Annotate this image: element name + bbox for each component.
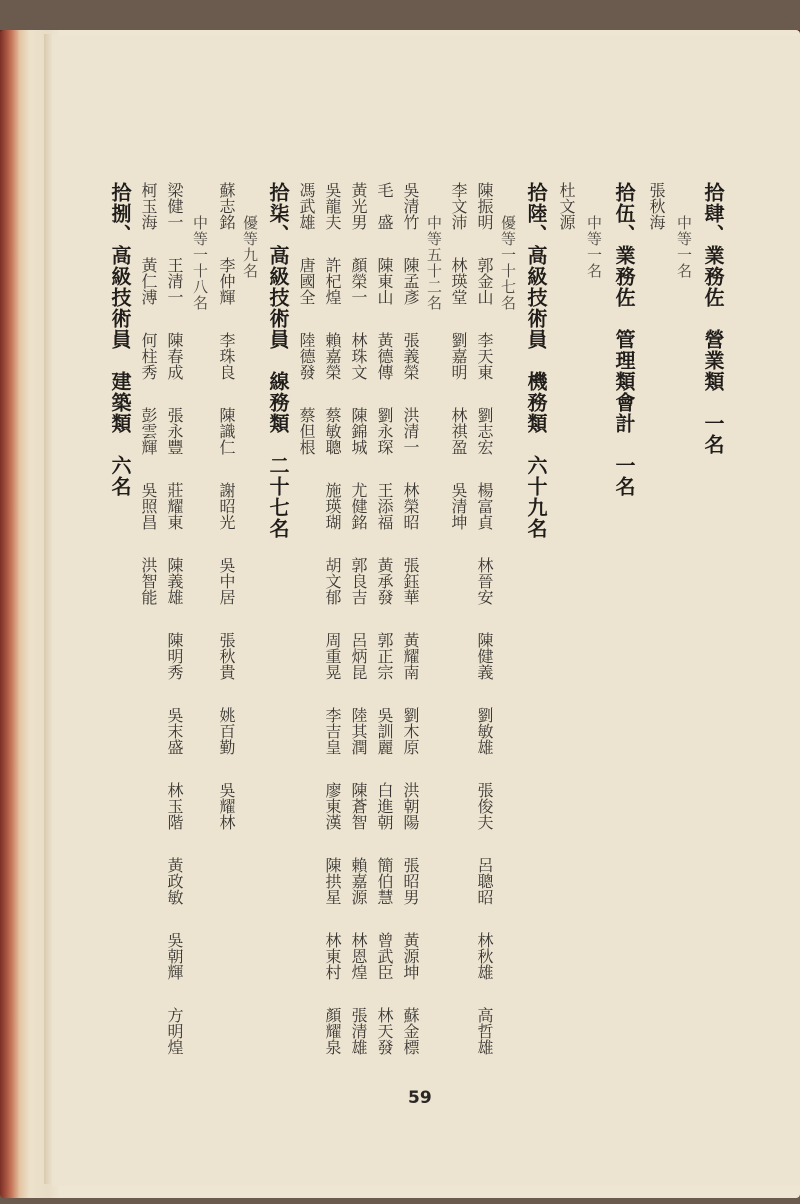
section-heading-15: 拾伍、業務佐 管理類會計 一名: [612, 182, 636, 497]
name: 蘇志銘: [217, 182, 236, 230]
name: 馮武雄: [297, 182, 316, 230]
name: 王清一: [165, 257, 184, 305]
name-column: [648, 182, 664, 257]
name: 黃政敏: [165, 857, 184, 905]
name: 唐國全: [297, 257, 316, 305]
name: 梁健一: [165, 182, 184, 230]
name: 洪智能: [139, 557, 158, 605]
name: 王添福: [375, 482, 394, 530]
name: 曾武臣: [375, 932, 394, 980]
name-column: [558, 182, 574, 257]
name: 杜文源: [557, 182, 576, 230]
name: 林榮昭: [401, 482, 420, 530]
name-column: [166, 182, 182, 1082]
name: 陳義雄: [165, 557, 184, 605]
name: 林東村: [323, 932, 342, 980]
name: 賴嘉源: [349, 857, 368, 905]
name-column: [140, 182, 156, 632]
name: 吳耀林: [217, 782, 236, 830]
name: 陳東山: [375, 257, 394, 305]
name: 黃德傳: [375, 332, 394, 380]
section-heading-14: 拾肆、業務佐 營業類 一名: [701, 182, 725, 455]
name: 張俊夫: [475, 782, 494, 830]
name: 林秋雄: [475, 932, 494, 980]
name: 劉志宏: [475, 407, 494, 455]
name: 李天東: [475, 332, 494, 380]
name: 洪清一: [401, 407, 420, 455]
name: 吳清坤: [449, 482, 468, 530]
name-column: [476, 182, 492, 1082]
section-sub-17: 優等九名: [241, 215, 259, 279]
name: 陳錦城: [349, 407, 368, 455]
name: 許杞煌: [323, 257, 342, 305]
name: 張義榮: [401, 332, 420, 380]
name: 張清雄: [349, 1007, 368, 1055]
name: 陳蒼智: [349, 782, 368, 830]
name: 張秋海: [647, 182, 666, 230]
name: 尤健銘: [349, 482, 368, 530]
name: 何柱秀: [139, 332, 158, 380]
section-heading-17: 拾柒、高級技術員 線務類 二十七名: [266, 182, 290, 539]
section-sub-15: 中等一名: [585, 215, 603, 279]
name-column: [376, 182, 392, 1082]
section-sub-16: 優等一十七名: [499, 215, 517, 311]
name: 姚百勤: [217, 707, 236, 755]
name: 吳龍夫: [323, 182, 342, 230]
name: 謝昭光: [217, 482, 236, 530]
name: 黃仁溥: [139, 257, 158, 305]
name: 林天發: [375, 1007, 394, 1055]
name-column: [402, 182, 418, 1082]
name: 林恩煌: [349, 932, 368, 980]
name: 白進朝: [375, 782, 394, 830]
name: 黃耀南: [401, 632, 420, 680]
name: 蔡但根: [297, 407, 316, 455]
name: 郭金山: [475, 257, 494, 305]
name: 劉木原: [401, 707, 420, 755]
name: 張永豐: [165, 407, 184, 455]
section-heading-16: 拾陸、高級技術員 機務類 六十九名: [524, 182, 548, 539]
name: 吳中居: [217, 557, 236, 605]
name: 周重晃: [323, 632, 342, 680]
name: 林瑛堂: [449, 257, 468, 305]
name: 林祺盈: [449, 407, 468, 455]
name: 陳振明: [475, 182, 494, 230]
name: 吳末盛: [165, 707, 184, 755]
name: 郭正宗: [375, 632, 394, 680]
name: 蘇金標: [401, 1007, 420, 1055]
name: 陳明秀: [165, 632, 184, 680]
section-sub-14: 中等一名: [675, 215, 693, 279]
name: 方明煌: [165, 1007, 184, 1055]
name: 呂聰昭: [475, 857, 494, 905]
name: 胡文郁: [323, 557, 342, 605]
name: 陳拱星: [323, 857, 342, 905]
name: 吳清竹: [401, 182, 420, 230]
page-number: 59: [408, 1088, 432, 1108]
section-heading-18: 拾捌、高級技術員 建築類 六名: [108, 182, 132, 497]
name: 劉敏雄: [475, 707, 494, 755]
name: 楊富貞: [475, 482, 494, 530]
name-column: [350, 182, 366, 1082]
name: 李吉皇: [323, 707, 342, 755]
name: 顏耀泉: [323, 1007, 342, 1055]
name: 張秋貴: [217, 632, 236, 680]
name: 柯玉海: [139, 182, 158, 230]
name: 黃光男: [349, 182, 368, 230]
section-sub2-16: 中等五十二名: [425, 215, 443, 311]
name: 高哲雄: [475, 1007, 494, 1055]
name: 廖東漢: [323, 782, 342, 830]
name: 吳訓麗: [375, 707, 394, 755]
name: 彭雲輝: [139, 407, 158, 455]
section-sub2-17: 中等一十八名: [191, 215, 209, 311]
name: 劉嘉明: [449, 332, 468, 380]
name: 陸德發: [297, 332, 316, 380]
name: 林珠文: [349, 332, 368, 380]
name: 莊耀東: [165, 482, 184, 530]
name: 陳健義: [475, 632, 494, 680]
name-column: [450, 182, 466, 557]
name: 洪朝陽: [401, 782, 420, 830]
name: 張鈺華: [401, 557, 420, 605]
name-column: [324, 182, 340, 1082]
name: 蔡敏聰: [323, 407, 342, 455]
name: 陳識仁: [217, 407, 236, 455]
name: 賴嘉榮: [323, 332, 342, 380]
name-column: [218, 182, 234, 857]
name: 黃源坤: [401, 932, 420, 980]
name: 李珠良: [217, 332, 236, 380]
name: 顏榮一: [349, 257, 368, 305]
name: 吳朝輝: [165, 932, 184, 980]
name-column: [298, 182, 314, 482]
name: 毛 盛: [375, 182, 394, 230]
name: 簡伯慧: [375, 857, 394, 905]
name: 郭良吉: [349, 557, 368, 605]
name: 黃承發: [375, 557, 394, 605]
name: 施瑛瑚: [323, 482, 342, 530]
name: 呂炳昆: [349, 632, 368, 680]
name: 張昭男: [401, 857, 420, 905]
name: 李仲輝: [217, 257, 236, 305]
name: 陳春成: [165, 332, 184, 380]
name: 陳孟彥: [401, 257, 420, 305]
name: 劉永琛: [375, 407, 394, 455]
name: 陸其潤: [349, 707, 368, 755]
name: 吳照昌: [139, 482, 158, 530]
name: 李文沛: [449, 182, 468, 230]
name: 林玉階: [165, 782, 184, 830]
name: 林晉安: [475, 557, 494, 605]
